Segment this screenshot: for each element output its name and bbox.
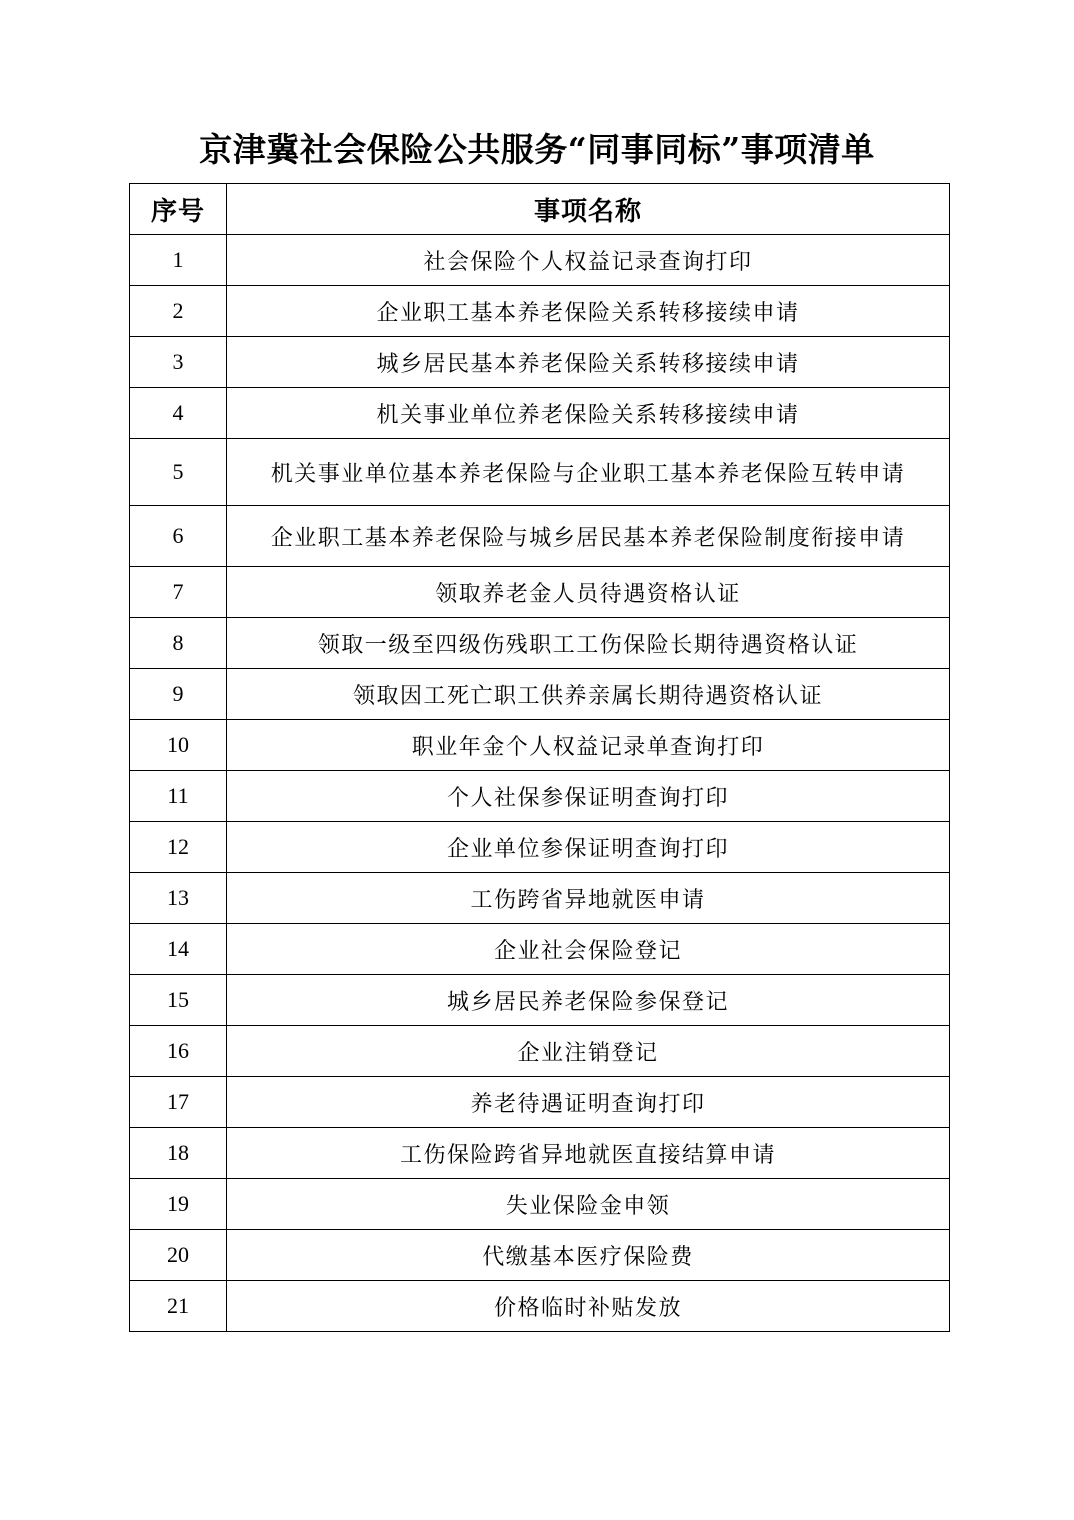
table-row [130, 567, 950, 618]
table-header-row [130, 184, 950, 235]
row-item-name: 城乡居民基本养老保险关系转移接续申请 [227, 337, 950, 388]
table-row [130, 1281, 950, 1332]
row-number: 15 [130, 975, 227, 1026]
row-number: 12 [130, 822, 227, 873]
row-number: 11 [130, 771, 227, 822]
table-row [130, 822, 950, 873]
table-row [130, 1128, 950, 1179]
table-row [130, 924, 950, 975]
row-item-name: 企业单位参保证明查询打印 [227, 822, 950, 873]
row-item-name: 企业职工基本养老保险关系转移接续申请 [227, 286, 950, 337]
row-item-name: 机关事业单位养老保险关系转移接续申请 [227, 388, 950, 439]
row-number: 4 [130, 388, 227, 439]
row-number: 21 [130, 1281, 227, 1332]
table-row [130, 720, 950, 771]
table-row [130, 873, 950, 924]
document-title: 京津冀社会保险公共服务“同事同标”事项清单 [199, 130, 875, 169]
row-number: 16 [130, 1026, 227, 1077]
row-number: 9 [130, 669, 227, 720]
row-number: 13 [130, 873, 227, 924]
row-item-name: 价格临时补贴发放 [227, 1281, 950, 1332]
row-item-name: 领取一级至四级伤残职工工伤保险长期待遇资格认证 [227, 618, 950, 669]
row-number: 17 [130, 1077, 227, 1128]
row-item-name: 工伤跨省异地就医申请 [227, 873, 950, 924]
row-item-name: 企业职工基本养老保险与城乡居民基本养老保险制度衔接申请 [227, 506, 950, 567]
row-item-name: 机关事业单位基本养老保险与企业职工基本养老保险互转申请 [227, 439, 950, 506]
row-number: 19 [130, 1179, 227, 1230]
table-row [130, 1230, 950, 1281]
table-row [130, 669, 950, 720]
items-table [129, 183, 950, 1332]
row-number: 5 [130, 439, 227, 506]
row-number: 14 [130, 924, 227, 975]
table-row [130, 1077, 950, 1128]
table-row [130, 388, 950, 439]
row-item-name: 城乡居民养老保险参保登记 [227, 975, 950, 1026]
table-row [130, 975, 950, 1026]
table-row [130, 286, 950, 337]
row-item-name: 领取养老金人员待遇资格认证 [227, 567, 950, 618]
row-item-name: 工伤保险跨省异地就医直接结算申请 [227, 1128, 950, 1179]
row-number: 8 [130, 618, 227, 669]
row-item-name: 失业保险金申领 [227, 1179, 950, 1230]
row-number: 6 [130, 506, 227, 567]
row-item-name: 代缴基本医疗保险费 [227, 1230, 950, 1281]
row-number: 10 [130, 720, 227, 771]
table-row [130, 337, 950, 388]
table-row [130, 1026, 950, 1077]
table-row [130, 439, 950, 506]
table-row [130, 1179, 950, 1230]
row-item-name: 领取因工死亡职工供养亲属长期待遇资格认证 [227, 669, 950, 720]
table-row [130, 506, 950, 567]
row-number: 3 [130, 337, 227, 388]
row-number: 20 [130, 1230, 227, 1281]
header-item-name: 事项名称 [227, 184, 950, 235]
row-item-name: 职业年金个人权益记录单查询打印 [227, 720, 950, 771]
row-item-name: 养老待遇证明查询打印 [227, 1077, 950, 1128]
row-item-name: 社会保险个人权益记录查询打印 [227, 235, 950, 286]
row-item-name: 企业社会保险登记 [227, 924, 950, 975]
table-row [130, 771, 950, 822]
row-item-name: 企业注销登记 [227, 1026, 950, 1077]
row-number: 2 [130, 286, 227, 337]
table-row [130, 618, 950, 669]
table-row [130, 235, 950, 286]
row-number: 7 [130, 567, 227, 618]
header-serial-number: 序号 [130, 184, 227, 235]
row-item-name: 个人社保参保证明查询打印 [227, 771, 950, 822]
row-number: 18 [130, 1128, 227, 1179]
row-number: 1 [130, 235, 227, 286]
